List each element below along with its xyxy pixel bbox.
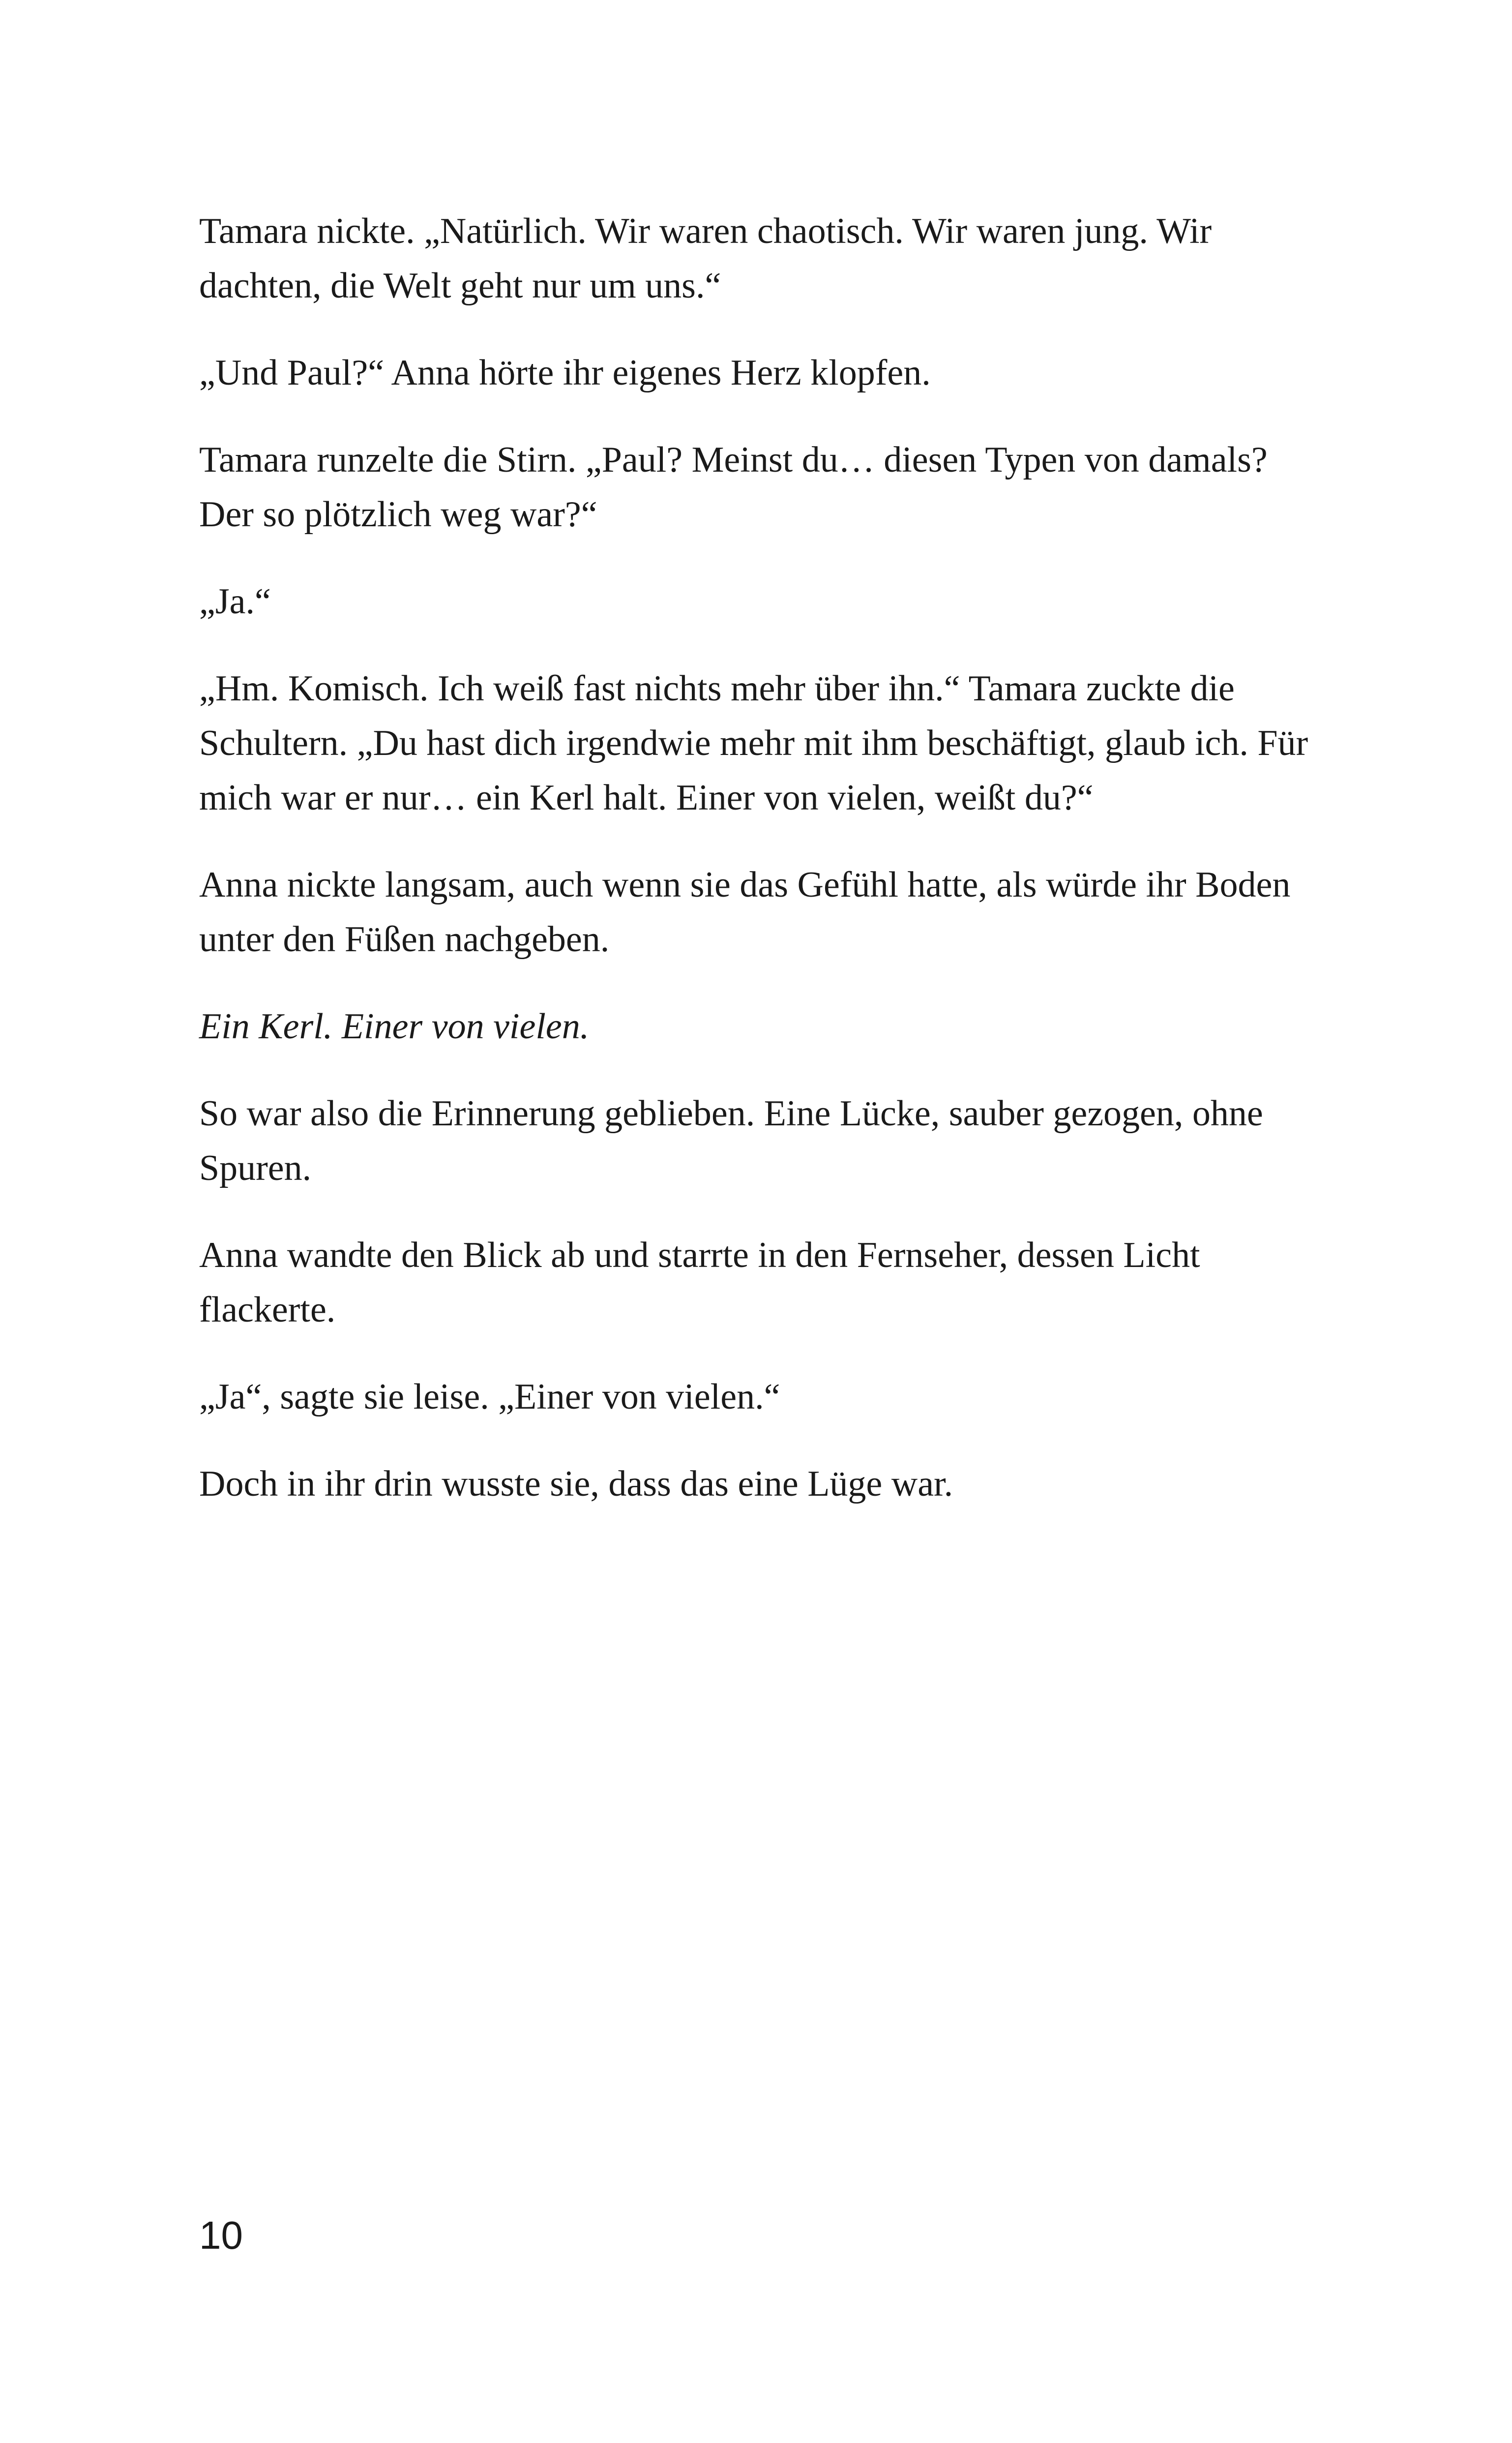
paragraph: Tamara nickte. „Natürlich. Wir waren chaotisch. Wir waren jung. Wir dachten, die Welt geht nur um uns.“ [199,211,1212,306]
body-text [199,204,1320,1544]
paragraph: „Ja.“ [199,581,271,622]
paragraph: So war also die Erinnerung geblieben. Eine Lücke, sauber gezogen, ohne Spuren. [199,1093,1263,1188]
paragraph: Tamara runzelte die Stirn. „Paul? Meinst du… diesen Typen von damals? Der so plötzlich weg war?“ [199,440,1268,535]
paragraph: Doch in ihr drin wusste sie, dass das eine Lüge war. [199,1464,953,1504]
paragraph: „Ja“, sagte sie leise. „Einer von vielen.“ [199,1377,780,1417]
paragraph: Anna nickte langsam, auch wenn sie das Gefühl hatte, als würde ihr Boden unter den Füßen nachgeben. [199,865,1291,960]
paragraph: „Und Paul?“ Anna hörte ihr eigenes Herz klopfen. [199,353,931,393]
page-number: 10 [199,2213,243,2257]
paragraph: „Hm. Komisch. Ich weiß fast nichts mehr über ihn.“ Tamara zuckte die Schultern. „Du hast dich irgendwie mehr mit ihm beschäftigt, glaub ich. Für mich war er nur… ein Kerl halt. Einer von vielen, weißt du?“ [199,668,1308,818]
paragraph: Anna wandte den Blick ab und starrte in den Fernseher, dessen Licht flackerte. [199,1235,1200,1330]
italic-thought: Ein Kerl. Einer von vielen. [199,1006,590,1047]
